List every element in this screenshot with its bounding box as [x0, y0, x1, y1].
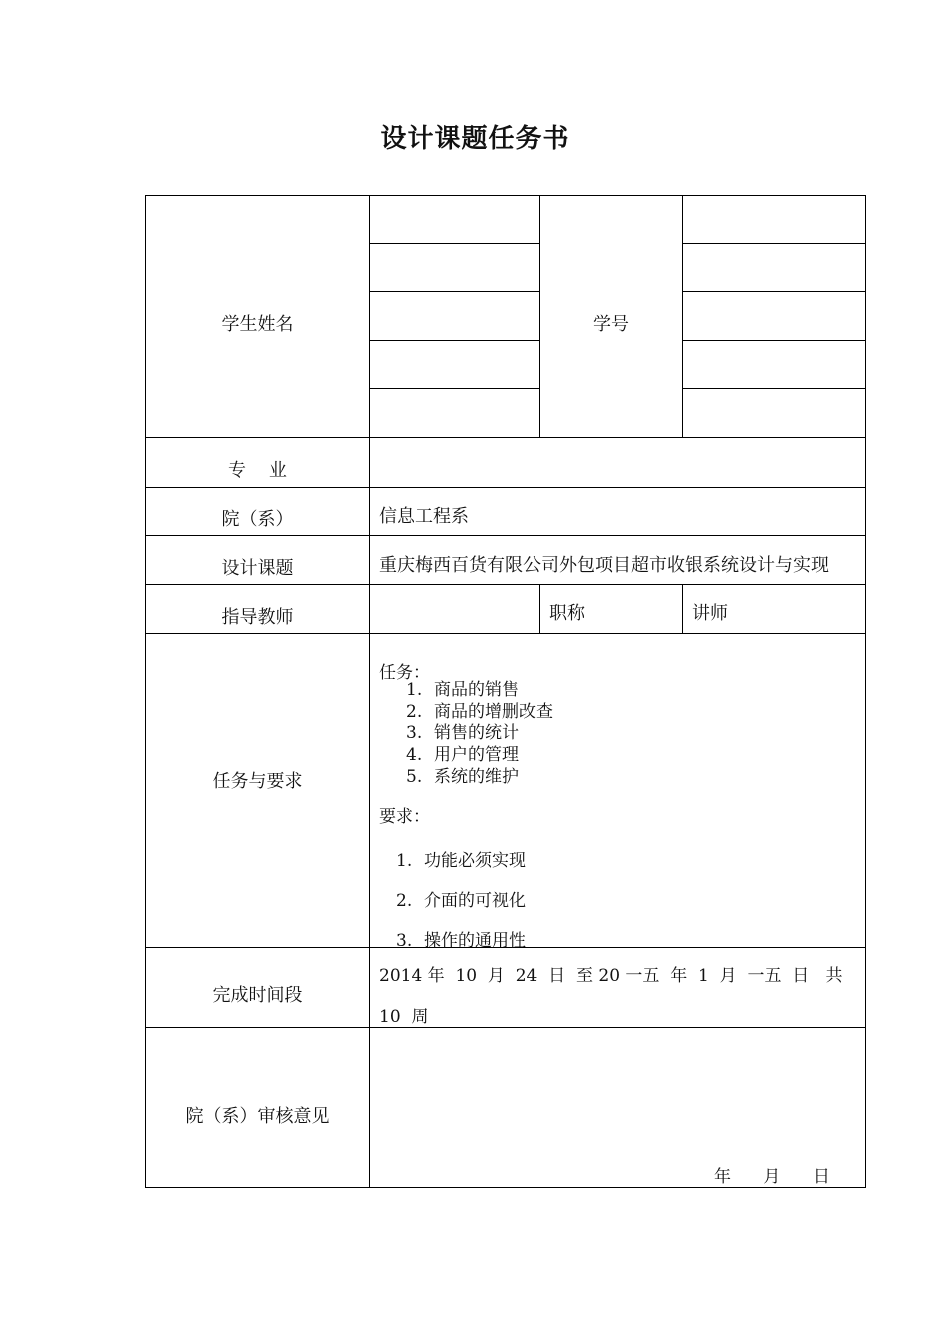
requirement-item-text: 功能必须实现: [424, 851, 526, 871]
name-subrow-divider: [370, 388, 540, 389]
task-item: [406, 745, 553, 767]
requirement-item: [396, 841, 526, 881]
task-item-text: 商品的增删改查: [434, 701, 553, 722]
requirement-list: [396, 841, 526, 961]
name-subrow-divider: [370, 291, 540, 292]
row-divider: [146, 535, 865, 536]
id-subrow-divider: [683, 243, 865, 244]
row-divider: [146, 437, 865, 438]
name-subrow-divider: [370, 340, 540, 341]
task-heading: 任务：: [379, 663, 430, 683]
name-subrow-divider: [370, 243, 540, 244]
task-item-number: 4.: [406, 745, 423, 766]
row-divider: [146, 1027, 865, 1028]
topic-value: 重庆梅西百货有限公司外包项目超市收银系统设计与实现: [379, 555, 829, 576]
requirement-item: [396, 921, 526, 961]
task-item-text: 用户的管理: [434, 745, 519, 766]
student-id-label: 学号: [593, 314, 629, 335]
task-item-number: 3.: [406, 723, 423, 744]
requirement-item-number: 3.: [396, 931, 413, 951]
task-list: [406, 680, 553, 789]
task-item: [406, 723, 553, 745]
page-title: 设计课题任务书: [380, 124, 570, 154]
row-divider: [146, 487, 865, 488]
topic-label: 设计课题: [221, 558, 294, 579]
requirement-item-text: 介面的可视化: [424, 891, 526, 911]
task-item: [406, 702, 553, 724]
task-form-table: [145, 195, 866, 1188]
column-divider: [682, 196, 683, 437]
requirement-heading: 要求：: [379, 807, 430, 827]
task-item: [406, 767, 553, 789]
requirement-item-text: 操作的通用性: [424, 931, 526, 951]
label-column-divider: [369, 196, 370, 1187]
task-item-number: 5.: [406, 766, 423, 787]
requirement-item-number: 2.: [396, 891, 413, 911]
id-subrow-divider: [683, 291, 865, 292]
review-date: 年 月 日: [714, 1167, 830, 1187]
column-divider: [539, 584, 540, 633]
period-value-line1: 2014 年 10 月 24 日 至 20 一五 年 1 月 一五 日 共: [379, 966, 843, 986]
task-item: [406, 680, 553, 702]
row-divider: [146, 584, 865, 585]
advisor-title-label: 职称: [549, 603, 585, 624]
department-value: 信息工程系: [379, 506, 469, 527]
major-label: 专 业: [228, 460, 287, 481]
task-item-text: 商品的销售: [434, 680, 519, 700]
id-subrow-divider: [683, 340, 865, 341]
department-label: 院（系）: [221, 509, 294, 530]
row-divider: [146, 633, 865, 634]
task-item-text: 销售的统计: [434, 723, 519, 744]
review-label: 院（系）审核意见: [185, 1106, 330, 1127]
id-subrow-divider: [683, 388, 865, 389]
period-value-line2: 10 周: [379, 1007, 429, 1027]
requirement-item: [396, 881, 526, 921]
task-item-number: 1.: [406, 680, 423, 700]
task-item-text: 系统的维护: [434, 766, 519, 787]
requirement-item-number: 1.: [396, 851, 413, 871]
tasks-label: 任务与要求: [212, 771, 303, 792]
student-name-label: 学生姓名: [221, 314, 294, 335]
task-item-number: 2.: [406, 701, 423, 722]
column-divider: [682, 584, 683, 633]
advisor-label: 指导教师: [221, 607, 294, 628]
period-label: 完成时间段: [212, 985, 303, 1006]
advisor-title-value: 讲师: [692, 603, 728, 624]
